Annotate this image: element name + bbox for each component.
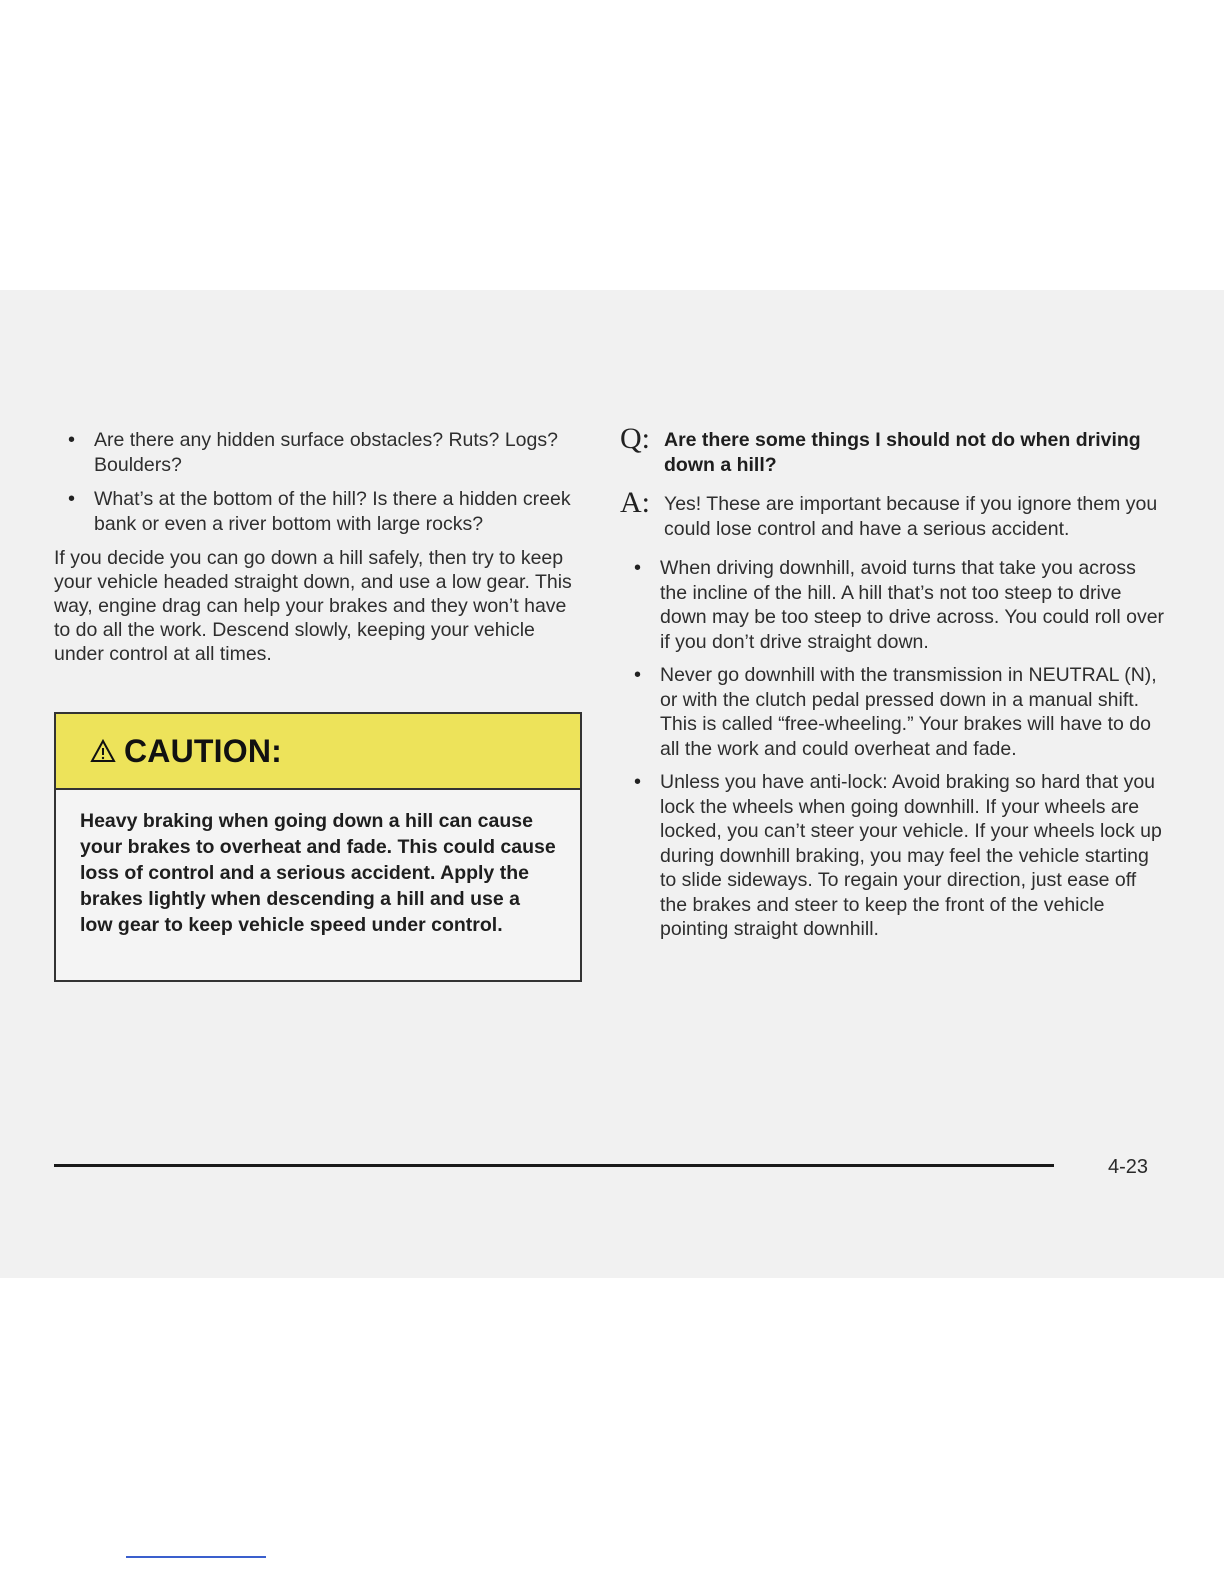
caution-header <box>56 714 580 790</box>
list-item: • Never go downhill with the transmission in NEUTRAL (N), or with the clutch pedal pressed down in a manual shift. This is called “free-wheeling.” Your brakes will have to do all the work and could overheat and fade. <box>620 663 1165 761</box>
footer-divider <box>54 1164 1054 1167</box>
left-column <box>54 428 584 666</box>
list-item: • What’s at the bottom of the hill? Is there a hidden creek bank or even a river bottom with large rocks? <box>54 487 584 537</box>
list-item: • When driving downhill, avoid turns that take you across the incline of the hill. A hill that’s not too steep to drive down may be too steep to drive across. You could roll over if you don’t drive straight down. <box>620 556 1165 654</box>
list-item: • Unless you have anti-lock: Avoid braking so hard that you lock the wheels when going downhill. If your wheels are locked, you can’t steer your vehicle. If your wheels lock up during downhill braking, you may feel the vehicle starting to slide sideways. To regain your direction, just ease off the brakes and steer to keep the front of the vehicle pointing straight downhill. <box>620 770 1165 942</box>
answer-label: A: <box>620 486 650 519</box>
answer-text: Yes! These are important because if you ignore them you could lose control and have a serious accident. <box>664 493 1158 540</box>
list-item: • Are there any hidden surface obstacles? Ruts? Logs? Boulders? <box>54 428 584 478</box>
left-bullet-list <box>54 428 584 537</box>
question-block <box>620 422 1165 478</box>
caution-text: Heavy braking when going down a hill can cause your brakes to overheat and fade. This could cause loss of control and a serious accident. Apply the brakes lightly when descending a hill and use a low gear to keep vehicle speed under control. <box>80 810 556 936</box>
caution-title: CAUTION: <box>124 732 283 769</box>
warning-triangle-icon <box>90 738 116 764</box>
answer-block <box>620 486 1165 542</box>
page-number: 4-23 <box>1108 1156 1149 1178</box>
caution-box <box>54 712 582 982</box>
body-paragraph: If you decide you can go down a hill safely, then try to keep your vehicle headed straight down, and use a low gear. This way, engine drag can help your brakes and they won’t have to do all the work. Descend slowly, keeping your vehicle under control at all times. <box>54 547 572 665</box>
right-column <box>620 422 1165 951</box>
right-bullet-list <box>620 556 1165 942</box>
question-text: Are there some things I should not do when driving down a hill? <box>664 429 1141 476</box>
bottom-divider <box>126 1556 266 1558</box>
question-label: Q: <box>620 422 650 455</box>
